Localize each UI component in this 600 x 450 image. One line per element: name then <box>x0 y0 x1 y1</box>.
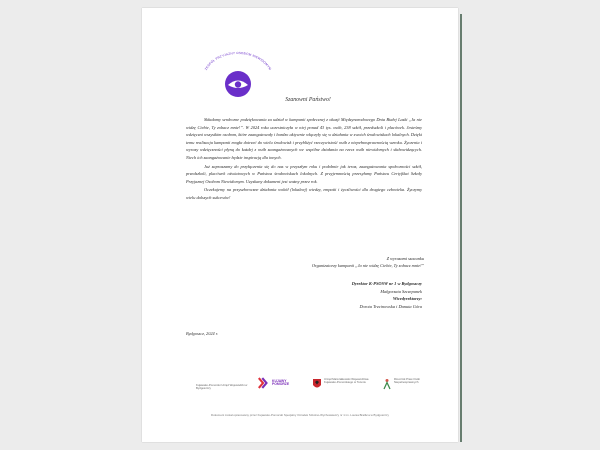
logo-arc-text: ZESPÓŁ PRZYJAZNY OSOBOM NIEWIDOMYM <box>203 50 273 71</box>
campaign-logo <box>194 50 282 98</box>
region-brand-icon <box>256 376 270 390</box>
eagle-crest-icon <box>312 378 322 390</box>
partner-logo-1-text: Kujawsko-Pomorski Urząd Wojewódzki w Bydgoszczy <box>196 383 248 391</box>
partner-logo-4-text: Rzecznik Praw Osób Niepełnosprawnych <box>394 377 420 385</box>
partner-logo-3 <box>312 374 378 400</box>
signer-title: Dyrektor K-PSOSW nr 1 w Bydgoszczy <box>351 281 422 286</box>
letter-date: Bydgoszcz, 2024 r. <box>186 331 218 336</box>
signoff-line-1: Z wyrazami szacunku <box>386 256 424 261</box>
body-paragraph-1: Składamy serdeczne podziękowania za udział w kampanii społecznej z okazji Międzynarodowego Dnia Białej Laski „Ja nie widzę Ciebie, Ty zobacz mnie!”. W 2024 roku uczestniczyła w niej ponad 43 tys. osób, 238 szkół, przedszkoli i placówek. Jesteśmy wdzięczni wszystkim osobom, które zaangażowały i bardzo aktywnie włączyły się w działania w swoich środowiskach lokalnych. Dzięki temu realizacja kampanii mogła dotrzeć do wielu środowisk i przybliżyć rzeczywistość osób z niepełnosprawnością wzroku. Życzenia i wyrazy wdzięczności płyną do każdej z osób zaangażowanych we wspólne działania na rzecz osób niewidomych i słabowidzących. Niech ich zaangażowanie będzie inspiracją dla innych. <box>186 117 422 160</box>
partner-figure-icon <box>382 378 392 390</box>
partner-logo-4 <box>382 374 436 400</box>
page-footer: Dokument został opracowany przez Kujawsko-Pomorski Specjalny Ośrodek Szkolno-Wychowawczy nr 1 im. Louisa Braille'a w Bydgoszczy <box>211 413 389 417</box>
eye-circle-icon <box>194 50 282 98</box>
svg-text:ZESPÓŁ PRZYJAZNY OSOBOM NIEWID <box>204 51 273 71</box>
body-paragraph-3: Oczekujemy na przyszłoroczne działania wokół (lokalnej) wiedzy, empatii i życzliwości dla drugiego człowieka. Życzymy wielu dalszych sukcesów! <box>186 187 422 200</box>
letter-page <box>142 8 458 442</box>
partner-logos <box>194 374 434 400</box>
letter-body <box>186 116 422 203</box>
partner-logo-1 <box>196 374 254 400</box>
body-paragraph-2: Już zapraszamy do przyłączenia się do nas w przyszłym roku i podobnie jak teraz, zaangażowania społeczności szkół, przedszkoli, placówek oświatowych w Państwa środowiskach lokalnych. Z przyjemnością przesyłamy Państwu Certyfikat Szkoły Przyjaznej Osobom Niewidomym. Uzyskany dokument jest ważny przez rok. <box>186 163 422 184</box>
deputy-label: Wicedyrektorzy: <box>392 296 422 302</box>
signoff <box>244 255 424 269</box>
signer-name: Małgorzata Szczepanek <box>380 288 422 294</box>
salutation: Szanowni Państwo! <box>285 97 331 103</box>
signature-block <box>252 280 422 310</box>
scan-edge <box>460 14 462 442</box>
deputy-names: Dorota Trzcinowska i Danuta Góra <box>359 303 422 309</box>
partner-logo-3-text: Urząd Marszałkowski Województwa Kujawsko-Pomorskiego w Toruniu <box>324 377 369 385</box>
partner-logo-2 <box>256 374 304 400</box>
partner-logo-2-text: KUJAWY POMORZE <box>272 379 290 387</box>
signoff-line-2: Organizatorzy kampanii „Ja nie widzę Ciebie, Ty zobacz mnie!” <box>311 263 424 269</box>
